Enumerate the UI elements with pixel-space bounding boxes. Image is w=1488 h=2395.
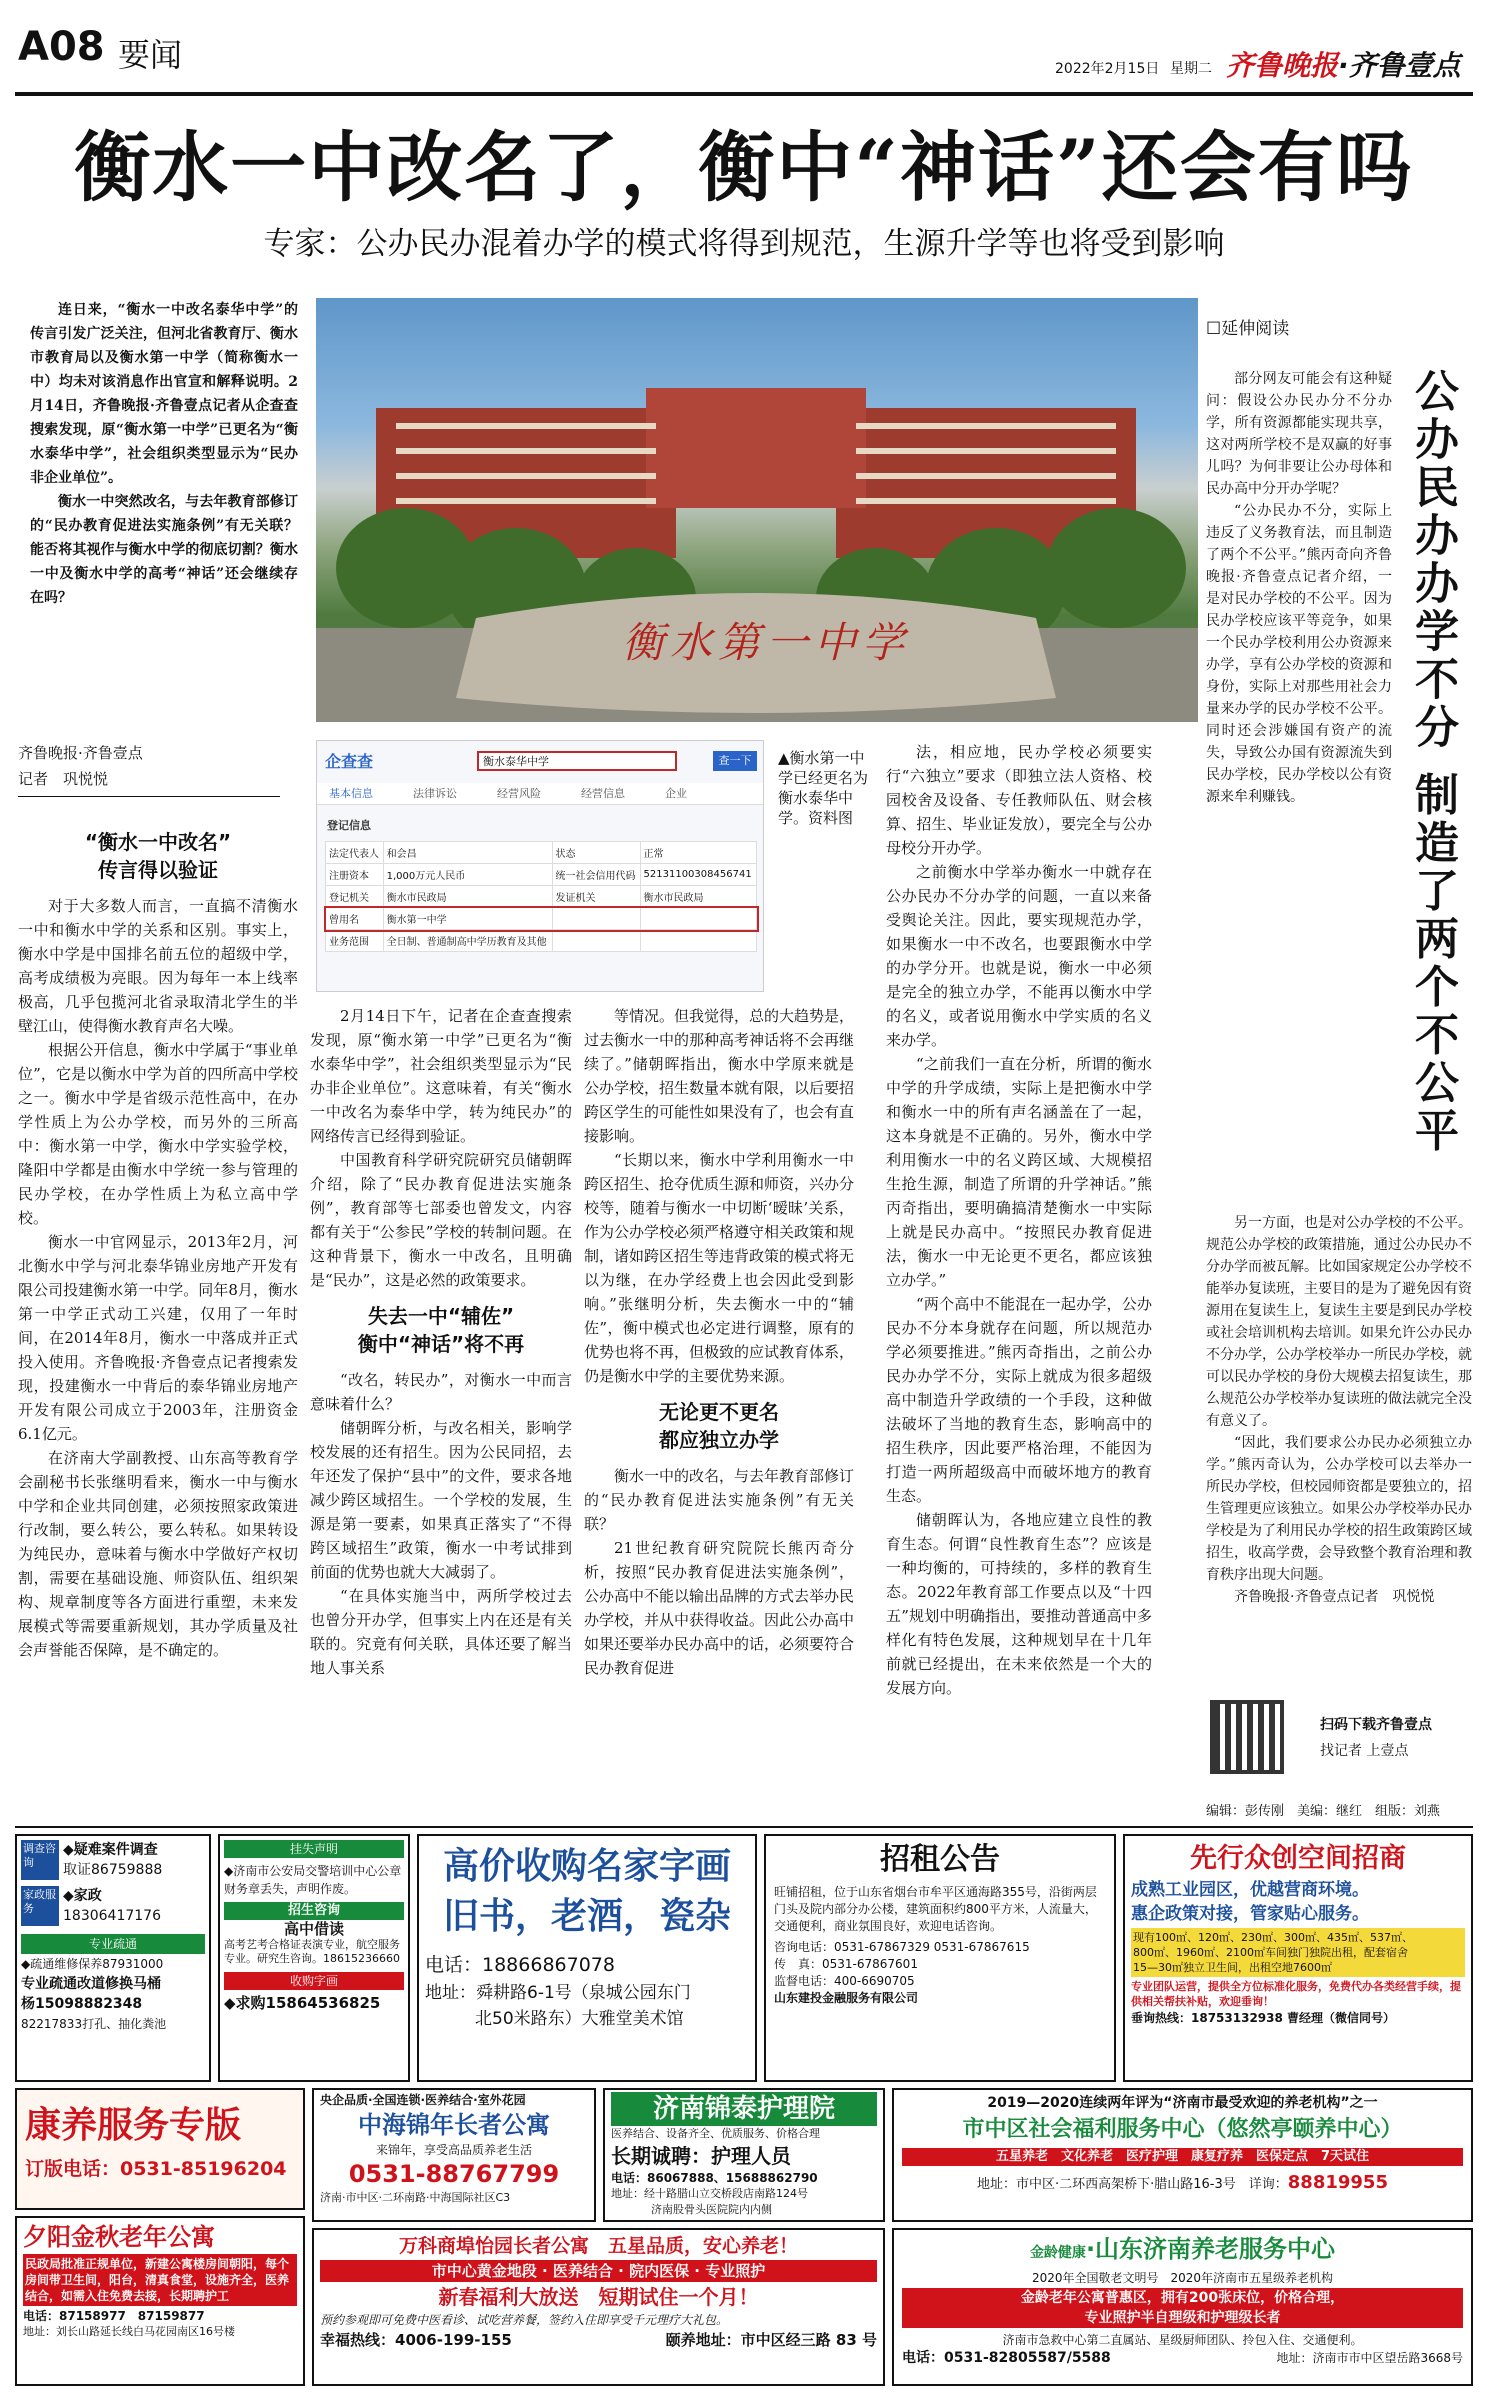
registration-table <box>325 841 757 952</box>
tab-bar <box>317 783 764 805</box>
brand-name: 齐鲁晚报 <box>1226 49 1339 82</box>
paragraph: 等情况。但我觉得，总的大趋势是，过去衡水一中的那种高考神话将不会再继续了。”储朝晖指出，衡水中学原来就是公办学校，招生数量本就有限，以后要招跨区学生的可能性如果没有了，也会有直接影响。 <box>584 1007 855 1145</box>
paragraph: 2月14日下午，记者在企查查搜索发现，原“衡水第一中学”已更名为“衡水泰华中学”，社会组织类型显示为“民办非企业单位”。这意味着，有关“衡水一中改名为泰华中学，转为纯民办”的网络传言已经得到验证。 <box>310 1007 572 1145</box>
ad-title: 康养服务专版 <box>25 2105 242 2146</box>
paragraph: 21世纪教育研究院院长熊丙奇分析，按照“民办教育促进法实施条例”，公办高中不能以输出品牌的方式去举办民办学校，并从中获得收益。因此公办高中如果还要举办民办高中的话，必须要符合民办教育促进 <box>584 1539 855 1677</box>
subheading-3: 无论更不更名 都应独立办学 <box>659 1400 779 1452</box>
vanke-ad <box>312 2228 885 2386</box>
startup-park-ad <box>1123 1834 1473 2082</box>
search-input[interactable]: 衡水泰华中学 <box>477 751 677 771</box>
paragraph: “在具体实施当中，两所学校过去也曾分开办学，但事实上内在还是有关联的。究竟有何关联，具体还要了解当地人事关系 <box>310 1587 572 1677</box>
subheadline: 专家：公办民办混着办学的模式将得到规范，生源升学等也将受到影响 <box>263 226 1225 262</box>
school-photo <box>316 298 1198 722</box>
sidebar-paragraph: 齐鲁晚报·齐鲁壹点记者 巩悦悦 <box>1234 1589 1435 1605</box>
ad-phone: 电话：0531-82805587/5588 <box>902 2350 1111 2366</box>
sidebar-icon: ☐ <box>1206 319 1222 339</box>
issue-date: 2022年2月15日 <box>1055 61 1160 77</box>
ad-recruit: 长期诚聘：护理人员 <box>611 2144 791 2168</box>
qr-code[interactable] <box>1210 1700 1284 1774</box>
qr-caption: 扫码下载齐鲁壹点 找记者 上壹点 <box>1320 1717 1432 1759</box>
paragraph: “之前我们一直在分析，所谓的衡水中学的升学成绩，实际上是把衡水中学和衡水一中的所有声名涵盖在了一起，这本身就是不正确的。另外，衡水中学利用衡水一中的名义跨区域、大规模招生抢生源，制造了所谓的升学神话。”熊丙奇指出，要明确搞清楚衡水一中实际上就是民办高中。“按照民办教育促进法，衡水一中无论更不更名，都应该独立办学。” <box>886 1055 1152 1289</box>
issue-weekday: 星期二 <box>1170 61 1212 77</box>
paragraph: 根据公开信息，衡水中学属于“事业单位”，它是以衡水中学为首的四所高中学校之一。衡水中学是省级示范性高中，在办学性质上为公办学校，而另外的三所高中：衡水第一中学，衡水中学实验学校，隆阳中学都是由衡水中学统一参与管理的民办学校，在办学性质上为私立高中学校。 <box>18 1041 298 1227</box>
ad-address: 地址：市中区·二环西高架桥下·腊山路16-3号 详询：88819955 <box>977 2172 1388 2193</box>
paragraph: 储朝晖认为，各地应建立良性的教育生态。何谓“良性教育生态”？应该是一种均衡的，可持续的，多样的教育生态。2022年教育部工作要点以及“十四五”规划中明确指出，要推动普通高中多样化有特色发展，这种规划早在十几年前就已经提出，在未来依然是一个大的发展方向。 <box>886 1511 1152 1697</box>
ad-award: 2020年全国敬老文明号 2020年济南市五星级养老机构 <box>1031 2271 1334 2285</box>
table-row: 注册资本 1,000万元人民币 统一社会信用代码 52131100308456741 <box>326 864 757 886</box>
qichacha-screenshot <box>316 740 764 992</box>
ad-title: 中海锦年长者公寓 <box>358 2111 550 2139</box>
ad-line: 惠企政策对接，管家贴心服务。 <box>1131 1904 1369 1924</box>
tab[interactable]: 企业 <box>665 787 687 800</box>
sidebar-paragraph: 另一方面，也是对公办学校的不公平。规范公办学校的政策措施，通过公办民办不分办学而被瓦解。比如国家规定公办学校不能举办复读班，主要目的是为了避免因有资源用在复读生上，复读生主要是到民办学校或社会培训机构去培训。如果允许公办民办不分办学，公办学校举办一所民办学校，就可以民办学校的身份大规模去招复读生，那么规范公办学校举办复读班的做法就完全没有意义了。 <box>1206 1215 1472 1429</box>
ad-contact: 传 真：0531-67867601 <box>774 1957 918 1971</box>
lead-paragraph: 连日来，“衡水一中改名泰华中学”的传言引发广泛关注，但河北省教育厅、衡水市教育局以及衡水第一中学（简称衡水一中）均未对该消息作出官宣和解释说明。2月14日，齐鲁晚报·齐鲁壹点记者从企查查搜索发现，原“衡水第一中学”已更名为“衡水泰华中学”，社会组织类型显示为“民办非企业单位”。 <box>30 302 298 486</box>
ad-phone: 18306417176 <box>63 1908 161 1924</box>
ad-phone: 垂询热线：18753132938 曹经理（微信同号） <box>1131 2011 1396 2025</box>
paragraph: “两个高中不能混在一起办学，公办民办不分本身就存在问题，所以规范办学必须要推进。”熊丙奇指出，之前公办民办办学不分，实际上就成为很多超级高中制造升学政绩的一个手段，这种做法破坏了当地的教育生态，影响高中的招生秩序，因此要严格治理，不能因为打造一两所超级高中而破坏地方的教育生态。 <box>886 1295 1152 1505</box>
tab[interactable]: 经营风险 <box>497 787 541 800</box>
ad-phone: 82217833打孔、抽化粪池 <box>21 2017 167 2031</box>
ad-phone: 电话：86067888、15688862790 <box>611 2171 818 2185</box>
stone-inscription: 衡水第一中学 <box>621 618 910 667</box>
classified-ad-1 <box>15 1834 211 2082</box>
ad-title: 先行众创空间招商 <box>1190 1843 1406 1874</box>
sidebar-paragraph: “因此，我们要求公办民办必须独立办学。”熊丙奇认为，公办学校可以去举办一所民办学校，但校园师资都是要独立的，招生管理更应该独立。如果公办学校举办民办学校是为了利用民办学校的招生政策跨区域招生，收高学费，会导致整个教育治理和教育秩序出现大问题。 <box>1206 1435 1472 1583</box>
ad-sub-2: 专业照护半自理级和护理级长者 <box>902 2308 1463 2328</box>
paragraph: 中国教育科学研究院研究员储朝晖介绍，除了“民办教育促进法实施条例”，教育部等七部委也曾发文，内容都有关于“公参民”学校的转制问题。在这种背景下，衡水一中改名，且明确是“民办”，这是必然的政策要求。 <box>310 1151 572 1289</box>
ad-address: 地址：经十路腊山立交桥段店南路124号 <box>611 2187 808 2200</box>
section-label: 登记信息 <box>327 819 371 832</box>
ad-title-2: 旧书，老酒，瓷杂 <box>442 1896 731 1937</box>
ad-title: 济南锦泰护理院 <box>611 2092 877 2126</box>
section-name: 要闻 <box>118 36 183 74</box>
ad-tagline: 2019—2020连续两年评为“济南市最受欢迎的养老机构”之一 <box>987 2095 1378 2111</box>
ad-spec: 800㎡、1960㎡、2100㎡车间独门独院出租，配套宿舍 <box>1133 1946 1408 1959</box>
ad-item: 专业疏通改道修换马桶 <box>21 1976 161 1992</box>
sidebar-body-lower <box>1206 1212 1472 1608</box>
article-column-2 <box>310 1004 572 1680</box>
table-row: 业务范围 全日制、普通制高中学历教育及其他 <box>326 930 757 952</box>
article-column-1 <box>18 818 298 1662</box>
table-row: 登记机关 衡水市民政局 发证机关 衡水市民政局 <box>326 886 757 908</box>
ad-text: 旺铺招租，位于山东省烟台市牟平区通海路355号，沿街两层门头及院内部分办公楼，建筑面积约800平方米，人流量大，交通便利，商业氛围良好，欢迎电话咨询。 <box>774 1885 1097 1933</box>
ad-title: 夕阳金秋老年公寓 <box>23 2223 215 2251</box>
ad-item: ◆家政 <box>63 1888 102 1904</box>
ad-title: 市中区社会福利服务中心（悠然亭颐养中心） <box>962 2117 1403 2142</box>
sidebar-body <box>1206 368 1392 808</box>
tab[interactable]: 法律诉讼 <box>413 787 457 800</box>
article-column-3 <box>584 1004 854 1680</box>
elderly-care-banner <box>15 2088 305 2210</box>
ad-title: 万科商埠怡园长者公寓 五星品质，安心养老！ <box>398 2235 798 2257</box>
ad-title: 高价收购名家字画 <box>442 1846 731 1887</box>
ad-text: 专业团队运营，提供全方位标准化服务，免费代办各类经营手续，提供相关帮扶补贴，欢迎垂询！ <box>1131 1980 1461 2008</box>
table-row: 曾用名 衡水第一中学 <box>326 908 757 930</box>
paragraph: “改名，转民办”，对衡水一中而言意味着什么？ <box>310 1371 572 1413</box>
paragraph: 储朝晖分析，与改名相关，影响学校发展的还有招生。因为公民同招，去年还发了保护“县中”的文件，要求各地减少跨区域招生。一个学校的发展，生源是第一要素，如果真正落实了“不得跨区域招生”政策，衡水一中考试排到前面的优势也就大大减弱了。 <box>310 1419 572 1581</box>
welfare-center-ad <box>892 2088 1473 2222</box>
subheading-2: 失去一中“辅佐” 衡中“神话”将不再 <box>357 1304 525 1356</box>
sidebar-vertical-title: 公办民办办学不分 制造了两个不公平 <box>1407 368 1458 1156</box>
search-button[interactable]: 查一下 <box>713 751 757 771</box>
ad-title: 招租公告 <box>880 1842 1000 1877</box>
page-number: A08 <box>18 24 105 70</box>
ad-promo: 新春福利大放送 短期试住一个月！ <box>438 2285 759 2309</box>
byline-rule <box>18 796 280 797</box>
tab[interactable]: 经营信息 <box>581 787 625 800</box>
header-rule <box>15 92 1473 96</box>
ad-phone: 订版电话：0531-85196204 <box>25 2158 287 2180</box>
ad-phone: 88819955 <box>1287 2172 1388 2193</box>
ad-logo: 金龄健康 <box>1029 2245 1086 2261</box>
ad-text: ◆济南市公安局交警培训中心公章财务章丢失，声明作废。 <box>224 1864 402 1896</box>
ad-address: 济南·市中区·二环南路·中海国际社区C3 <box>320 2191 511 2204</box>
ad-text: 高考艺考合格证表演专业，航空服务专业。研究生咨询。18615236660 <box>224 1938 400 1965</box>
ad-address: 地址：刘长山路延长线白马花园南区16号楼 <box>23 2325 235 2338</box>
headline: 衡水一中改名了，衡中“神话”还会有吗 <box>74 123 1414 212</box>
article-bottom-rule <box>15 1826 1473 1828</box>
paragraph: “长期以来，衡水中学利用衡水一中跨区招生、抢夺优质生源和师资，兴办分校等，随着与衡水一中切断‘暧昧’关系，作为公办学校必须严格遵守相关政策和规制，诸如跨区招生等违背政策的模式将无以为继，在办学经费上也会因此受到影响。”张继明分析，失去衡水一中的“辅佐”，衡中模式也必定进行调整，原有的优势也将不再，但极致的应试教育体系，仍是衡水中学的主要优势来源。 <box>584 1151 855 1385</box>
ad-tag: 挂失声明 <box>224 1840 404 1858</box>
ad-tag: 专业疏通 <box>21 1934 205 1954</box>
ad-tags: 五星养老 文化养老 医疗护理 康复疗养 医保定点 7天试住 <box>902 2148 1463 2166</box>
paragraph: 之前衡水中学举办衡水一中就存在公办民办不分办学的问题，一直以来备受舆论关注。因此，要实现规范办学，如果衡水一中不改名，也要跟衡水中学的办学分开。也就是说，衡水一中必须是完全的独立办学，不能再以衡水中学的名义，或者说用衡水中学实质的名义来办学。 <box>886 863 1152 1049</box>
paragraph: 法，相应地，民办学校必须要实行“六独立”要求（即独立法人资格、校园校舍及设备、专任教师队伍、财会核算、招生、毕业证发放），要完全与公办母校分开办学。 <box>886 743 1152 857</box>
ad-phone: 取证86759888 <box>63 1862 163 1878</box>
jintai-nursing-ad <box>603 2088 885 2222</box>
table-row: 法定代表人 和会昌 状态 正常 <box>326 842 757 864</box>
ad-text: ◆求购15864536825 <box>224 1994 381 2012</box>
ad-item: ◆疏通维修保养87931000 <box>21 1957 164 1971</box>
ad-phone: 电话：18866867078 <box>425 1954 615 1976</box>
photo-caption: ▲衡水第一中学已经更名为衡水泰华中学。资料图 <box>778 749 869 827</box>
ad-phone: 幸福热线：4006-199-155 <box>320 2331 512 2349</box>
qichacha-logo: 企查查 <box>325 752 374 771</box>
ad-sub: 医养结合、设备齐全、优质服务、价格合理 <box>611 2127 820 2140</box>
brand-name-2: ·齐鲁壹点 <box>1338 49 1461 82</box>
ad-title: 高中借读 <box>283 1920 344 1938</box>
ad-address-2: 地址：济南市市中区望岳路3668号 <box>1276 2351 1463 2365</box>
ad-tag: 收购字画 <box>224 1972 404 1990</box>
byline-line1: 齐鲁晚报·齐鲁壹点 <box>18 744 143 762</box>
paragraph: 对于大多数人而言，一直搞不清衡水一中和衡水中学的关系和区别。事实上，衡水中学是中国排名前五位的超级中学，高考成绩极为亮眼。因为每年一本上线率极高，几乎包揽河北省录取清北学生的半壁江山，使得衡水教育声名大噪。 <box>18 897 298 1035</box>
paragraph: 衡水一中官网显示，2013年2月，河北衡水中学与河北泰华锦业房地产开发有限公司投建衡水第一中学。同年8月，衡水第一中学正式动工兴建，仅用了一年时间，在2014年8月，衡水一中落成并正式投入使用。齐鲁晚报·齐鲁壹点记者搜索发现，投建衡水一中背后的泰华锦业房地产开发有限公司成立于2003年，注册资金6.1亿元。 <box>18 1233 298 1443</box>
ad-slogan: 来锦年，享受高品质养老生活 <box>375 2143 532 2157</box>
rental-notice-ad <box>764 1834 1116 2082</box>
ad-item: ◆疑难案件调查 <box>63 1842 158 1858</box>
brand-logo <box>1226 44 1461 84</box>
ad-spec: 现有100㎡、120㎡、230㎡、300㎡、435㎡、537㎡、 <box>1133 1931 1413 1944</box>
ad-phone: 0531-88767799 <box>348 2160 560 2188</box>
ad-tag: 家政服务 <box>21 1886 59 1926</box>
ad-line: 成熟工业园区，优越营商环境。 <box>1131 1880 1369 1900</box>
ad-address: 济南市急救中心第二直属站、星级厨师团队、拎包入住、交通便利。 <box>1002 2333 1363 2347</box>
ad-spec: 15—30㎡独立卫生间，出租空地7600㎡ <box>1133 1961 1332 1974</box>
editor-credits: 编辑：彭传刚 美编：继红 组版：刘燕 <box>1206 1804 1441 1819</box>
ad-title: 金龄健康·山东济南养老服务中心 <box>1029 2235 1336 2263</box>
sidebar-label: ☐延伸阅读 <box>1206 319 1290 339</box>
ad-contact: 咨询电话：0531-67867329 0531-67867615 <box>774 1940 1030 1954</box>
paragraph: 在济南大学副教授、山东高等教育学会副秘书长张继明看来，衡水一中与衡水中学和企业共同创建，必须按照家政策进行改制，要么转公，要么转私。如果转设为纯民办，意味着与衡水中学做好产权切割，需要在基础设施、师资队伍、组织架构、规章制度等各方面进行重塑，未来发展模式等需要重新规划，其办学质量及社会声誉能否保障，是不确定的。 <box>18 1449 298 1659</box>
ad-phone: 电话：87158977 87159877 <box>23 2309 205 2323</box>
sidebar-paragraph: “公办民办不分，实际上违反了义务教育法，而且制造了两个不公平。”熊丙奇向齐鲁晚报·齐鲁壹点记者介绍，一是对民办学校的不公平。因为民办学校应该平等竞争，如果一个民办学校利用公办资源来办学，享有公办学校的资源和身份，实际上对那些用社会力量来办学的民办学校不公平。同时还会涉嫌国有资产的流失，导致公办国有资源流失到民办学校，民办学校以公有资源来牟利赚钱。 <box>1206 503 1392 805</box>
byline-line2: 记者 巩悦悦 <box>18 770 109 788</box>
sunset-apartment-ad <box>15 2216 305 2386</box>
sidebar-paragraph: 部分网友可能会有这种疑问：假设公办民办分不分办学，所有资源都能实现共享，这对两所学校不是双赢的好事儿吗？为何非要让公办母体和民办高中分开办学呢？ <box>1206 371 1392 497</box>
ad-tag: 调查咨询 <box>21 1840 59 1880</box>
ad-note: 预约参观即可免费中医看诊、试吃营养餐，签约入住即享受千元理疗大礼包。 <box>320 2313 729 2327</box>
ad-company: 山东建投金融服务有限公司 <box>774 1991 919 2005</box>
ad-sub: 市中心黄金地段 · 医养结合 · 院内医保 · 专业照护 <box>320 2260 877 2282</box>
ad-phone: 杨15098882348 <box>21 1996 143 2012</box>
ad-sub: 金龄老年公寓普惠区，拥有200张床位，价格合理， <box>902 2288 1463 2308</box>
lead-paragraphs <box>30 298 298 610</box>
ad-address-2: 济南股骨头医院院内内侧 <box>651 2203 772 2216</box>
classified-ad-2 <box>218 1834 410 2082</box>
ad-tag: 招生咨询 <box>224 1902 404 1920</box>
subheading-1: “衡水一中改名” 传言得以验证 <box>84 830 232 882</box>
paragraph: 衡水一中的改名，与去年教育部修订的“民办教育促进法实施条例”有无关联？ <box>584 1467 855 1533</box>
ad-address: 地址：舜耕路6-1号（泉城公园东门 <box>425 1983 691 2003</box>
article-column-4 <box>886 740 1152 1700</box>
zhonghai-ad <box>312 2088 596 2222</box>
byline <box>18 740 298 792</box>
ad-address: 颐养地址：市中区经三路 83 号 <box>665 2331 877 2349</box>
jinling-ad <box>892 2228 1473 2386</box>
ad-address-2: 北50米路东）大雅堂美术馆 <box>475 2009 684 2029</box>
calligraphy-buyer-ad <box>417 1834 757 2082</box>
tab[interactable]: 基本信息 <box>329 787 373 800</box>
ad-text: 民政局批准正规单位，新建公寓楼房间朝阳，每个房间带卫生间，阳台，清真食堂，设施齐全，医养结合，如需入住免费去接，长期聘护工 <box>23 2254 297 2306</box>
ad-tagline: 央企品质·全国连锁·医养结合·室外花园 <box>320 2093 526 2107</box>
ad-contact: 监督电话：400-6690705 <box>774 1974 915 1988</box>
lead-paragraph: 衡水一中突然改名，与去年教育部修订的“民办教育促进法实施条例”有无关联？能否将其视作与衡水中学的彻底切割？衡水一中及衡水中学的高考“神话”还会继续存在吗？ <box>30 494 298 606</box>
